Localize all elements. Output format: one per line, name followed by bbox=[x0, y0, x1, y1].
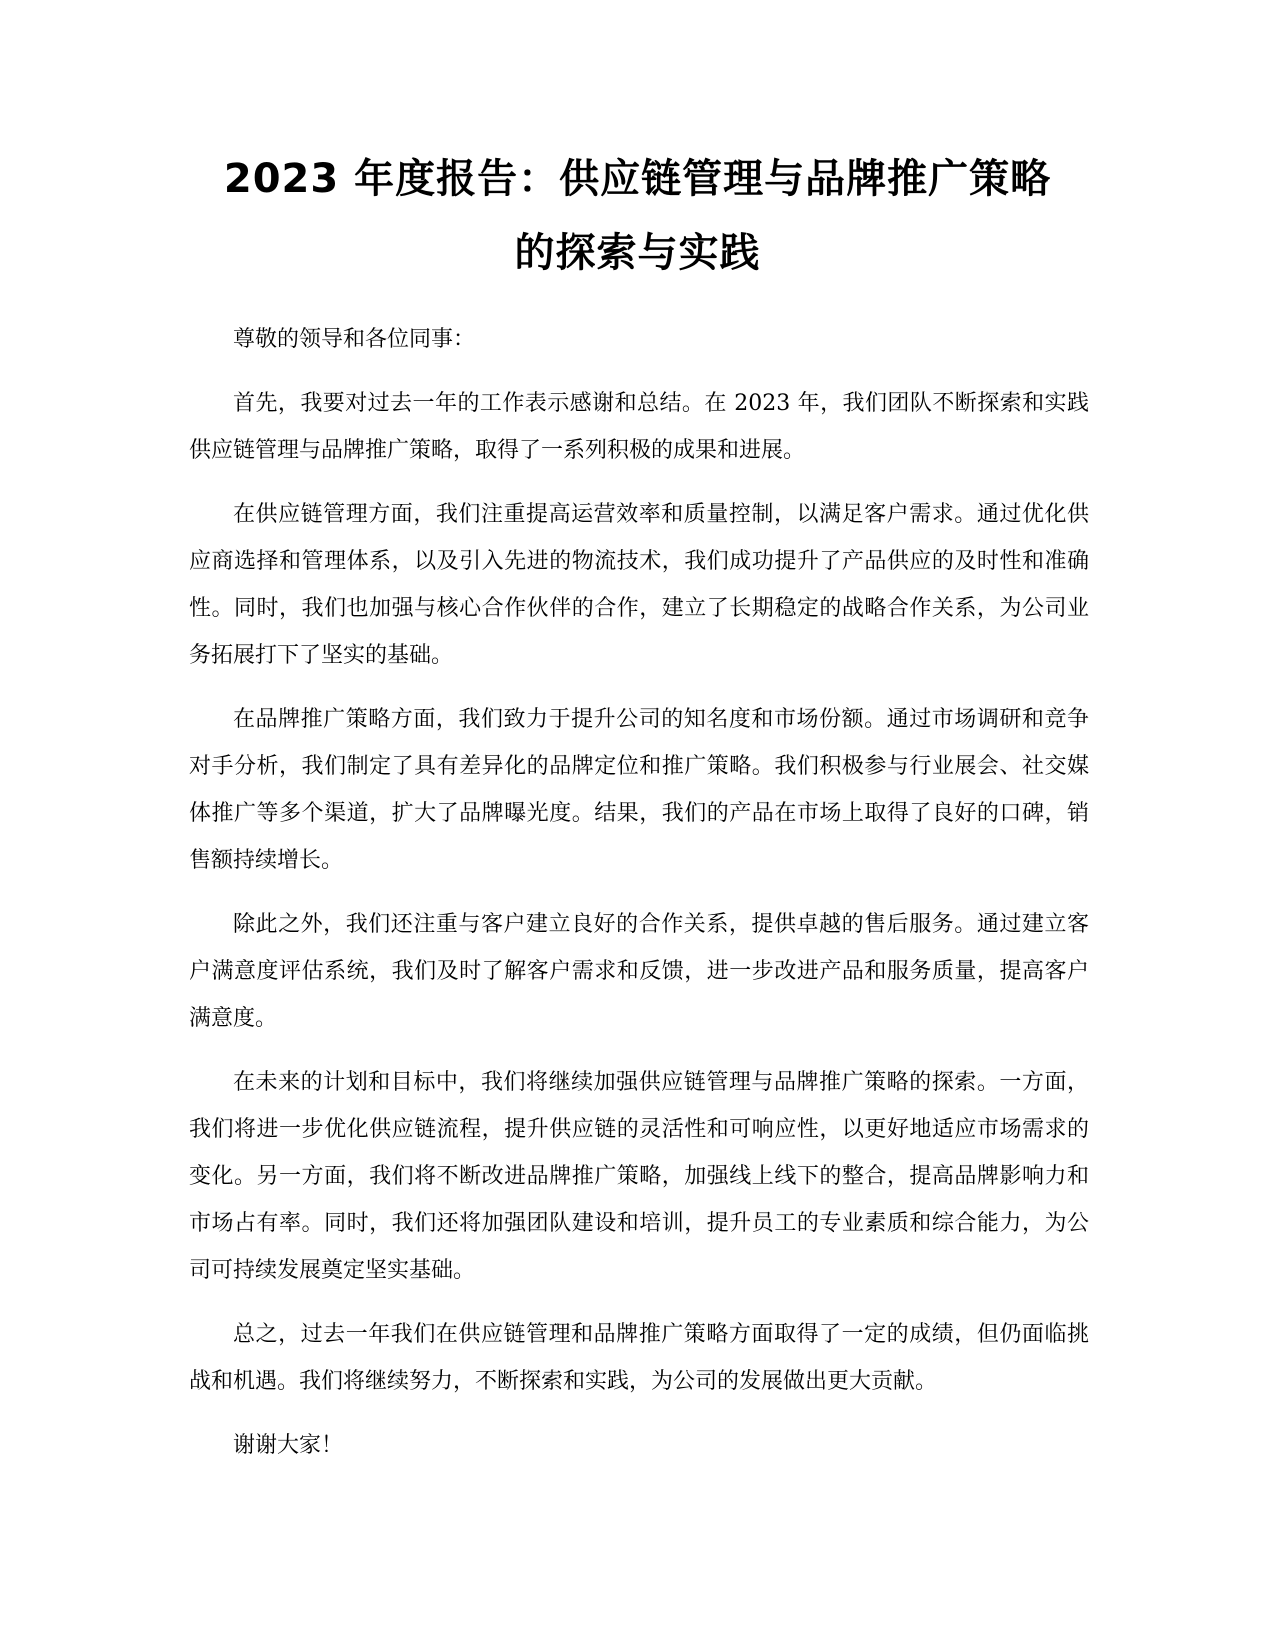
supply-chain-paragraph: 在供应链管理方面，我们注重提高运营效率和质量控制，以满足客户需求。通过优化供应商选择和管理体系，以及引入先进的物流技术，我们成功提升了产品供应的及时性和准确性。同时，我们也加强与核心合作伙伴的合作，建立了长期稳定的战略合作关系，为公司业务拓展打下了坚实的基础。 bbox=[189, 502, 1089, 668]
document-body bbox=[189, 316, 1089, 1469]
future-plans-paragraph: 在未来的计划和目标中，我们将继续加强供应链管理与品牌推广策略的探索。一方面，我们将进一步优化供应链流程，提升供应链的灵活性和可响应性，以更好地适应市场需求的变化。另一方面，我们将不断改进品牌推广策略，加强线上线下的整合，提高品牌影响力和市场占有率。同时，我们还将加强团队建设和培训，提升员工的专业素质和综合能力，为公司可持续发展奠定坚实基础。 bbox=[189, 1070, 1089, 1283]
brand-promotion-paragraph: 在品牌推广策略方面，我们致力于提升公司的知名度和市场份额。通过市场调研和竞争对手分析，我们制定了具有差异化的品牌定位和推广策略。我们积极参与行业展会、社交媒体推广等多个渠道，扩大了品牌曝光度。结果，我们的产品在市场上取得了良好的口碑，销售额持续增长。 bbox=[189, 707, 1089, 873]
salutation-paragraph: 尊敬的领导和各位同事： bbox=[233, 327, 476, 352]
title-line-1: 2023 年度报告：供应链管理与品牌推广策略 bbox=[223, 156, 1052, 202]
title-line-2: 的探索与实践 bbox=[514, 230, 761, 276]
closing-paragraph: 谢谢大家！ bbox=[233, 1433, 344, 1458]
document-title bbox=[150, 142, 1125, 290]
summary-paragraph: 总之，过去一年我们在供应链管理和品牌推广策略方面取得了一定的成绩，但仍面临挑战和机遇。我们将继续努力，不断探索和实践，为公司的发展做出更大贡献。 bbox=[189, 1322, 1089, 1394]
intro-paragraph: 首先，我要对过去一年的工作表示感谢和总结。在 2023 年，我们团队不断探索和实践供应链管理与品牌推广策略，取得了一系列积极的成果和进展。 bbox=[189, 391, 1089, 463]
customer-service-paragraph: 除此之外，我们还注重与客户建立良好的合作关系，提供卓越的售后服务。通过建立客户满意度评估系统，我们及时了解客户需求和反馈，进一步改进产品和服务质量，提高客户满意度。 bbox=[189, 912, 1089, 1031]
